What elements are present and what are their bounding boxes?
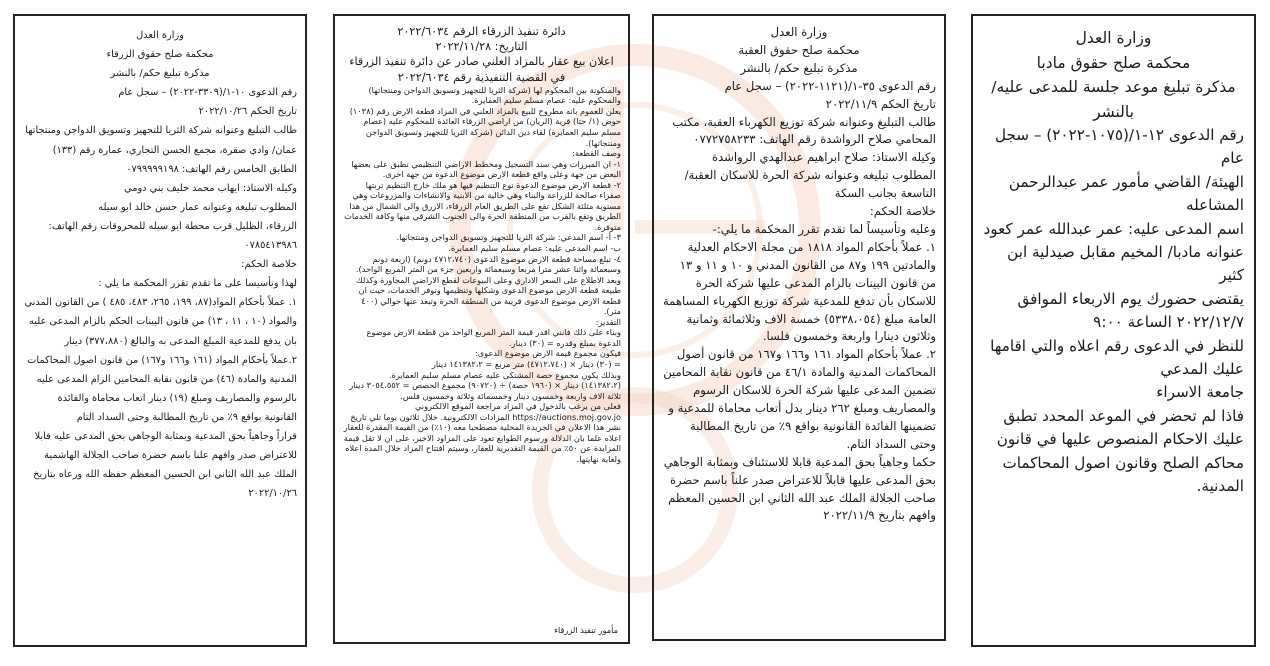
ministry-title: وزارة العدل [136,30,184,41]
ruling-item-2: ٢. عملاً بأحكام المواد ١٦١ و١٦٦ و١٦٧ من قانون أصول المحاكمات المدنية والمادة ٤٦/١ من قانون نقابة المحامين تضمين المدعى عليها شركة الحرة للاسكان الرسوم والمصاريف ومبلغ ٢٦٢ دينار بدل أتعاب محاماة للمدعية و تضمينها الفائدة القانونية بواقع ٩٪ من تاريخ المطالبة وحتى السداد التام. [663,347,936,451]
notice-type: مذكرة تبليغ موعد جلسة للمدعى عليه/ بالنشر [991,78,1236,121]
ruling-closing: حكما وجاهياً بحق المدعية قابلا للاستئناف وبمثابة الوجاهي بحق المدعى عليها قابلاً للاعتراض صدر علناً باسم حضرة صاحب الجلالة الملك عبد الله الثاني ابن الحسين المعظم وافهم بتاريخ ٢٠٢٢/١١/٩ [663,454,936,523]
plaintiff: جامعة الاسراء [1156,383,1244,402]
recipient: المطلوب تبليغه وعنوانه شركة الحرة للاسكان العقبة/ التاسعة بجانب السكة [684,168,936,201]
judgment-date: تاريخ الحكم ٢٠٢٢/١٠/٢٦ [198,106,297,118]
requester: طالب التبليغ وعنوانه شركة الثريا للتجهيز وتسويق الدواجن ومنتجاتها [25,125,297,137]
notice-type: مذكرة تبليغ حكم/ بالنشر [110,68,210,80]
notice-zarqa-auction [333,14,630,644]
summary-intro: وعليه وتأسيساً لما تقدم تقرر المحكمة ما يلي:- [712,221,936,236]
defendant-address: عنوانه مادبا/ المخيم مقابل صيدلية ابن كثير [1007,243,1244,285]
notice-date: التاريخ: ٢٠٢٢/١١/٢٨ [435,40,528,54]
case-number: رقم الدعوى ١٢-١/(١٠٧٥-٢٠٢٢) – سجل عام [995,126,1244,168]
share-words: ثلاثة الاف واربعة وخمسون دينار وخمسمائة وثلاثة وخمسون فلس. [400,390,621,401]
recipient-address: الزرقاء، الظليل قرب محطة ابو سيله للمحروقات رقم الهاتف: ٠٧٨٥٤١٣٩٨٦ [48,220,297,252]
description-heading: وصف القطعة: [572,148,621,159]
description-item-2: ٢- قطعة الارض موضوع الدعوة نوع التنظيم فيها هو ملك خارج التنظيم تربتها صفراء صالحة للزراعة والبناء وهي خالية من الابنية والانشاءات والمزروعات وهي مستوية مثلثة الشكل تقع على الطريق العام الزرقاء، الازرق والى الشمال من هذا الطريق وتقع بالقرب من المنطقة الحرة والى الجنوب الشرقي منها وكافة الخدمات متوفرة. [344,179,621,232]
panel: الهيئة/ القاضي مأمور عمر عبدالرحمن المشاعله [1008,172,1244,215]
ruling-item-1: ١. عملاً بأحكام المواد(٨٧، ١٩٩، ٢٦٥، ٤٨٣، ٤٨٥ ) من القانون المدني والمواد (١٠ ، ١١ ، ١٣) من قانون البينات الحكم بالزام المدعى عليه بان يدفع للمدعية المبلغ المدعى به والبالغ (٣٧٧،٨٨٠) دينار [24,297,297,347]
notice-madaba-hearing [971,14,1256,647]
requester: طالب التبليغ وعنوانه شركة توزيع الكهرباء العقبة، مكتب المحامي صلاح الرواشدة رقم الهاتف: ٠٧٧٢٧٥٨٢٣٣ [672,114,936,147]
attorney: وكيله الاستاذ: صلاح ابراهيم عبدالهدي الرواشدة [712,150,936,165]
notice-type: مذكرة تبليغ حكم/ بالنشر [740,60,858,75]
summary-intro: لهذا وتأسيسا على ما تقدم تقرر المحكمة ما يلي : [98,278,297,290]
total-calc: = (٣٠) دينار × (٤٧١٢،٧٤٠) متر مربع = ١٤١٣٨٢،٢ دينار [431,359,621,370]
valuation-heading: التقدير: [595,316,621,327]
requester-address: عمان/ وادي صقرة، مجمع الحسن التجاري، عمارة رقم (١٣٣) الطابق الخامس رقم الهاتف: ٠٧٩٩٩٩٩١٩٨ [52,144,297,175]
defendant-name: اسم المدعى عليه: عمر عبدالله عمر كعود [983,219,1244,238]
total-label: فيكون مجموع قيمة الارض موضوع الدعوى: [474,348,621,359]
court-name: محكمة صلح حقوق مادبا [1036,53,1191,72]
defendant: ب- اسم المدعى عليه: عصام مسلم سليم العمايرة. [448,243,621,254]
attorney: وكيله الاستاذ: ايهاب محمد خليف بني دومي [124,182,297,194]
recipient: المطلوب تبليغه وعنوانه عمار حسن خالد ابو سيله [98,201,297,213]
court-name: محكمة صلح حقوق العقبة [738,42,860,57]
share-calc: (١٤١٣٨٢،٢) دينار × (١٩٦٠ حصة) ÷ (٩٠٧٢٠) مجموع الحصص = ٣٠٥٤،٥٥٢ دينار [349,380,621,391]
court-name: محكمة صلح حقوق الزرقاء [106,49,214,61]
announcement: يعلن للعموم بانه مطروح للبيع بالمزاد العلني في المزاد قطعة الارض رقم (١٠٣٨) حوض (١/ حتا) قرية (الريان) من اراضي الزرقاء العائدة للمحكوم عليه (عصام مسلم سليم العمايرة) لقاء دين الدائن (شركة الثريا للتجهيز وتسويق الدواجن ومنتجاتها). [349,105,621,148]
auction-instructions: فعلى من يرغب بالدخول في المزاد مراجعة الموقع الالكتروني https://auctions.moj.gov.jo المزادات الالكترونية. خلال ثلاثون يوما تلي تاريخ نشر هذا الاعلان في الجريدة المحلية مصطحبا معه (١٠٪) من القيمة المقدرة للعقار اعلاه علما بان الدلالة ورسوم الطوابع تعود على المزاود الاخير، على ان لا تقل قيمة المزايدة عن ٥٠٪ من القيمة التقديرية للعقار، وسيتم افتتاح المزاد خلال المدة اعلاه ولغاية نهايتها. [343,401,621,464]
land-area: ٤- تبلغ مساحة قطعة الارض موضوع الدعوى (٤٧١٢،٧٤٠ دونم) (اربعة دونم وسبعمائة واثنا عشر مترا مربعا وسبعمائة واربعين جزء من المتر المربع الواحد). [355,253,621,275]
ruling-closing: قراراً وجاهياً بحق المدعية وبمثابة الوجاهي بحق المدعى عليه قابلا للاعتراض صدر وافهم علنا باسم حضرة صاحب الجلالة الهاشمية الملك عبد الله الثاني ابن الحسين المعظم حفظه الله ورعاه بتاريخ ٢٠٢٢/١٠/٢٦ [33,430,297,500]
description-item-1: ١- ان المبرزات وهي سند التسجيل ومخطط الاراضي التنظيمي تطبق على بعضها البعض من جهة وعلى واقع قطعة الارض موضوع الدعوة من جهة اخرى. [351,158,621,180]
ruling-item-2: ٢.عملاً بأحكام المواد (١٦١ و١٦٦ و١٦٧) من قانون اصول المحاكمات المدنية والمادة (٤٦) من قانون نقابة المحامين الزام المدعى عليه بالرسوم والمصاريف ومبلغ (١٩) دينار اتعاب محاماة والفائدة القانونية بواقع ٩٪ من تاريخ المطالبة وحتى السداد التام [27,354,297,423]
warning-text: فاذا لم تحضر في الموعد المحدد تطبق عليك الاحكام المنصوص عليها في قانون محاكم الصلح وقانون اصول المحاكمات المدنية. [996,406,1244,496]
case-reference: في القضية التنفيذية رقم ٢٠٢٢/٦٠٣٤ [397,70,566,84]
summary-heading: خلاصة الحكم: [869,204,936,219]
parties: والمتكونة بين المحكوم لها (شركة الثريا للتجهيز وتسويق الدواجن ومنتجاتها) والمحكوم عليه: عصام مسلم سليم العمايرة. [368,84,621,106]
case-number: رقم الدعوى ٣٥-١/(١١٢١-٢٠٢٢) – سجل عام [724,78,936,93]
plaintiff: ٣- أ- اسم المدعي: شركة الثريا للتجهيز وتسويق الدواجن ومنتجاتها. [396,232,621,243]
price-per-meter: وبناء على ذلك فانني اقدر قيمة المتر المربع الواحد من قطعة الارض موضوع الدعوة بمبلغ وقدره = (٣٠) دينار. [366,327,621,348]
judgment-date: تاريخ الحكم ٢٠٢٢/١١/٩ [825,96,936,111]
case-number: رقم الدعوى ١٠-١/(٣٣٠٩-٢٠٢٢) – سجل عام [118,87,297,99]
department-title: دائرة تنفيذ الزرقاء الرقم ٢٠٢٢/٦٠٣٤ [397,25,566,38]
summary-heading: خلاصة الحكم: [241,259,297,271]
ministry-title: وزارة العدل [770,25,828,39]
ruling-item-1: ١. عملاً بأحكام المواد ١٨١٨ من مجلة الاحكام العدلية والمادتين ١٩٩ و٨٧ من القانون المدني و ١٠ و ١١ و ١٣ من قانون البينات بالزام المدعى عليها شركة الحرة للاسكان بأن تدفع للمدعية شركة توزيع الكهرباء المساهمة العامة مبلغ (٥٣٣٨،٠٥٤) خمسة الاف وثلاثمائة وثمانية وثلاثون دينارا واربعة وخمسون فلسا. [662,239,936,344]
share-label: وبذلك يكون مجموع حصة المشتكى عليه عصام مسلم سليم العمايرة. [388,369,621,380]
assessment-basis: وبعد الاطلاع على السعر الاداري وعلى البيوعات لقطع الاراضي المجاورة وكذلك طبيعة قطعة الارض موضوع الدعوى وشكلها وتنظيمها وتوفر الخدمات، حيث ان قطعة الارض موضوع الدعوى قريبة من المنطقة الحرة وتبعد عنها حوالي (٤٠٠ متر). [355,274,621,317]
auction-title: اعلان بيع عقار بالمزاد العلني صادر عن دائرة تنفيذ الزرقاء [349,55,614,69]
ministry-title: وزارة العدل [1075,29,1152,47]
hearing-date: يقتضى حضورك يوم الاربعاء الموافق ٢٠٢٢/١٢/٧ الساعة ٩:٠٠ [1017,289,1244,332]
signature: مأمور تنفيذ الزرقاء [554,625,618,636]
case-purpose: للنظر في الدعوى رقم اعلاه والتي اقامها عليك المدعي [990,336,1244,379]
notice-aqaba-judgment [652,14,946,641]
notice-zarqa-judgment [13,14,307,647]
